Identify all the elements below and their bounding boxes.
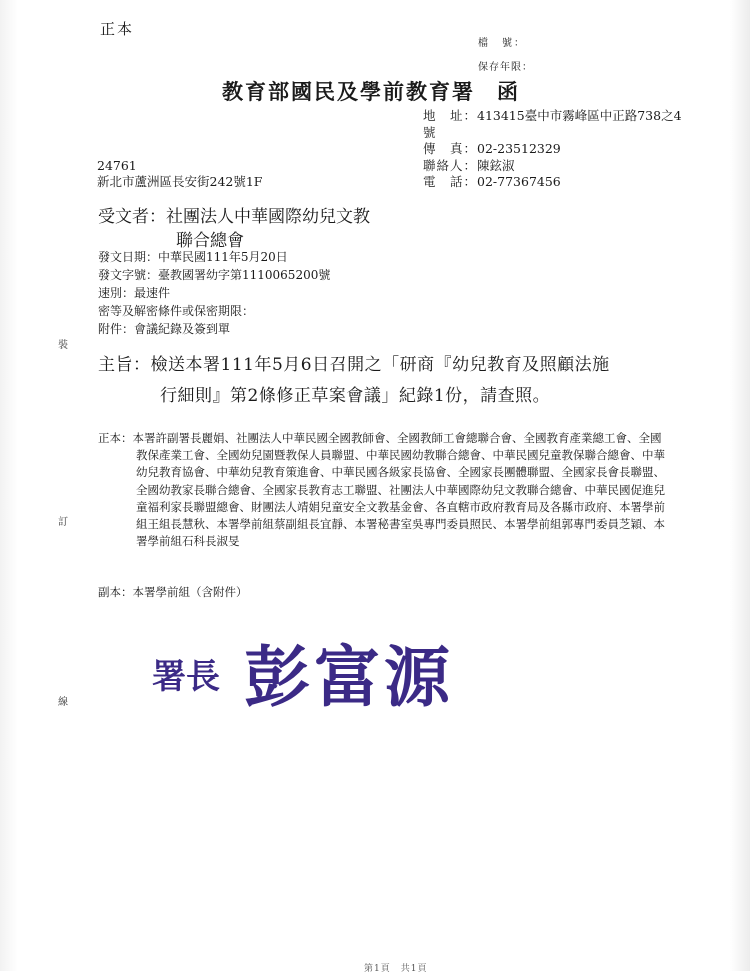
page-number: 第1頁 共1頁 xyxy=(364,964,428,974)
official-signature xyxy=(152,622,492,722)
document-meta xyxy=(98,248,330,338)
file-number-label: 檔 號： xyxy=(478,38,526,49)
recipient xyxy=(98,205,438,253)
contact-label: 聯絡人： xyxy=(423,157,478,173)
address-wrap: 號 xyxy=(423,124,436,140)
subject xyxy=(98,350,658,412)
phone-value: 02-77367456 xyxy=(477,174,561,189)
address-label: 地 址： xyxy=(423,108,478,123)
fax-value: 02-23512329 xyxy=(477,141,561,156)
agency-letter-title xyxy=(222,76,520,106)
recipient-label: 受文者： xyxy=(98,207,166,227)
retention-period-label: 保存年限： xyxy=(478,62,533,73)
secrecy-level: 密等及解密條件或保密期限： xyxy=(98,304,255,318)
postal-code: 24761 xyxy=(97,158,137,173)
copy-type-mark: 正本 xyxy=(100,20,135,38)
sender-info xyxy=(423,108,713,191)
contact-value: 陳鉉淑 xyxy=(477,157,515,173)
signature-stamp xyxy=(152,622,492,722)
fax-label: 傳 真： xyxy=(423,141,478,156)
binding-mark-middle: 訂 xyxy=(58,517,68,528)
phone-label: 電 話： xyxy=(423,174,478,189)
signature-title: 署長 xyxy=(152,657,220,697)
attachment-list: 附件：會議紀錄及簽到單 xyxy=(98,322,231,336)
binding-mark-bottom: 線 xyxy=(58,697,68,708)
recipient-name-line1: 社團法人中華國際幼兒文教 xyxy=(166,207,370,227)
original-recipients-text: 正本：本署許副署長麗娟、社團法人中華民國全國教師會、全國教師工會總聯合會、全國教育產業總工會、全國教保產業工會、全國幼兒園暨教保人員聯盟、中華民國幼教聯合總會、中華民國兒童教保聯合總會、中華幼兒教育協會、中華幼兒教育策進會、中華民國各級家長協會、全國家長團體聯盟、全國家長會長聯盟、全國幼教家長聯合總會、全國家長教育志工聯盟、社團法人中華國際幼兒文教聯合總會、中華民國促進兒童福利家長聯盟總會、財團法人靖娟兒童安全文教基金會、各直轄市政府教育局及各縣市政府、本署學前組王組長慧秋、本署學前組蔡副組長宜靜、本署秘書室吳專門委員照民、本署學前組郭專門委員芝穎、本署學前組石科長淑旻 xyxy=(98,431,665,549)
street-address: 新北市蘆洲區長安街242號1F xyxy=(97,174,263,189)
copy-recipients: 副本：本署學前組（含附件） xyxy=(98,585,248,599)
document-type: 函 xyxy=(497,79,520,104)
recipient-name-line2: 聯合總會 xyxy=(176,231,244,251)
signature-name: 彭富源 xyxy=(244,638,454,716)
binding-mark-top: 裝 xyxy=(58,340,68,351)
subject-line2: 行細則』第2條修正草案會議」紀錄1份，請查照。 xyxy=(160,386,551,406)
agency-name: 教育部國民及學前教育署 xyxy=(222,79,475,104)
document-number: 發文字號：臺教國署幼字第1110065200號 xyxy=(98,268,331,282)
original-recipients xyxy=(98,430,670,550)
address-value: 413415臺中市霧峰區中正路738之4 xyxy=(477,108,682,123)
subject-line1: 主旨：檢送本署111年5月6日召開之「研商『幼兒教育及照顧法施 xyxy=(98,355,610,375)
recipient-address xyxy=(97,158,263,190)
delivery-speed: 速別：最速件 xyxy=(98,286,171,300)
issue-date: 發文日期：中華民國111年5月20日 xyxy=(98,250,288,264)
